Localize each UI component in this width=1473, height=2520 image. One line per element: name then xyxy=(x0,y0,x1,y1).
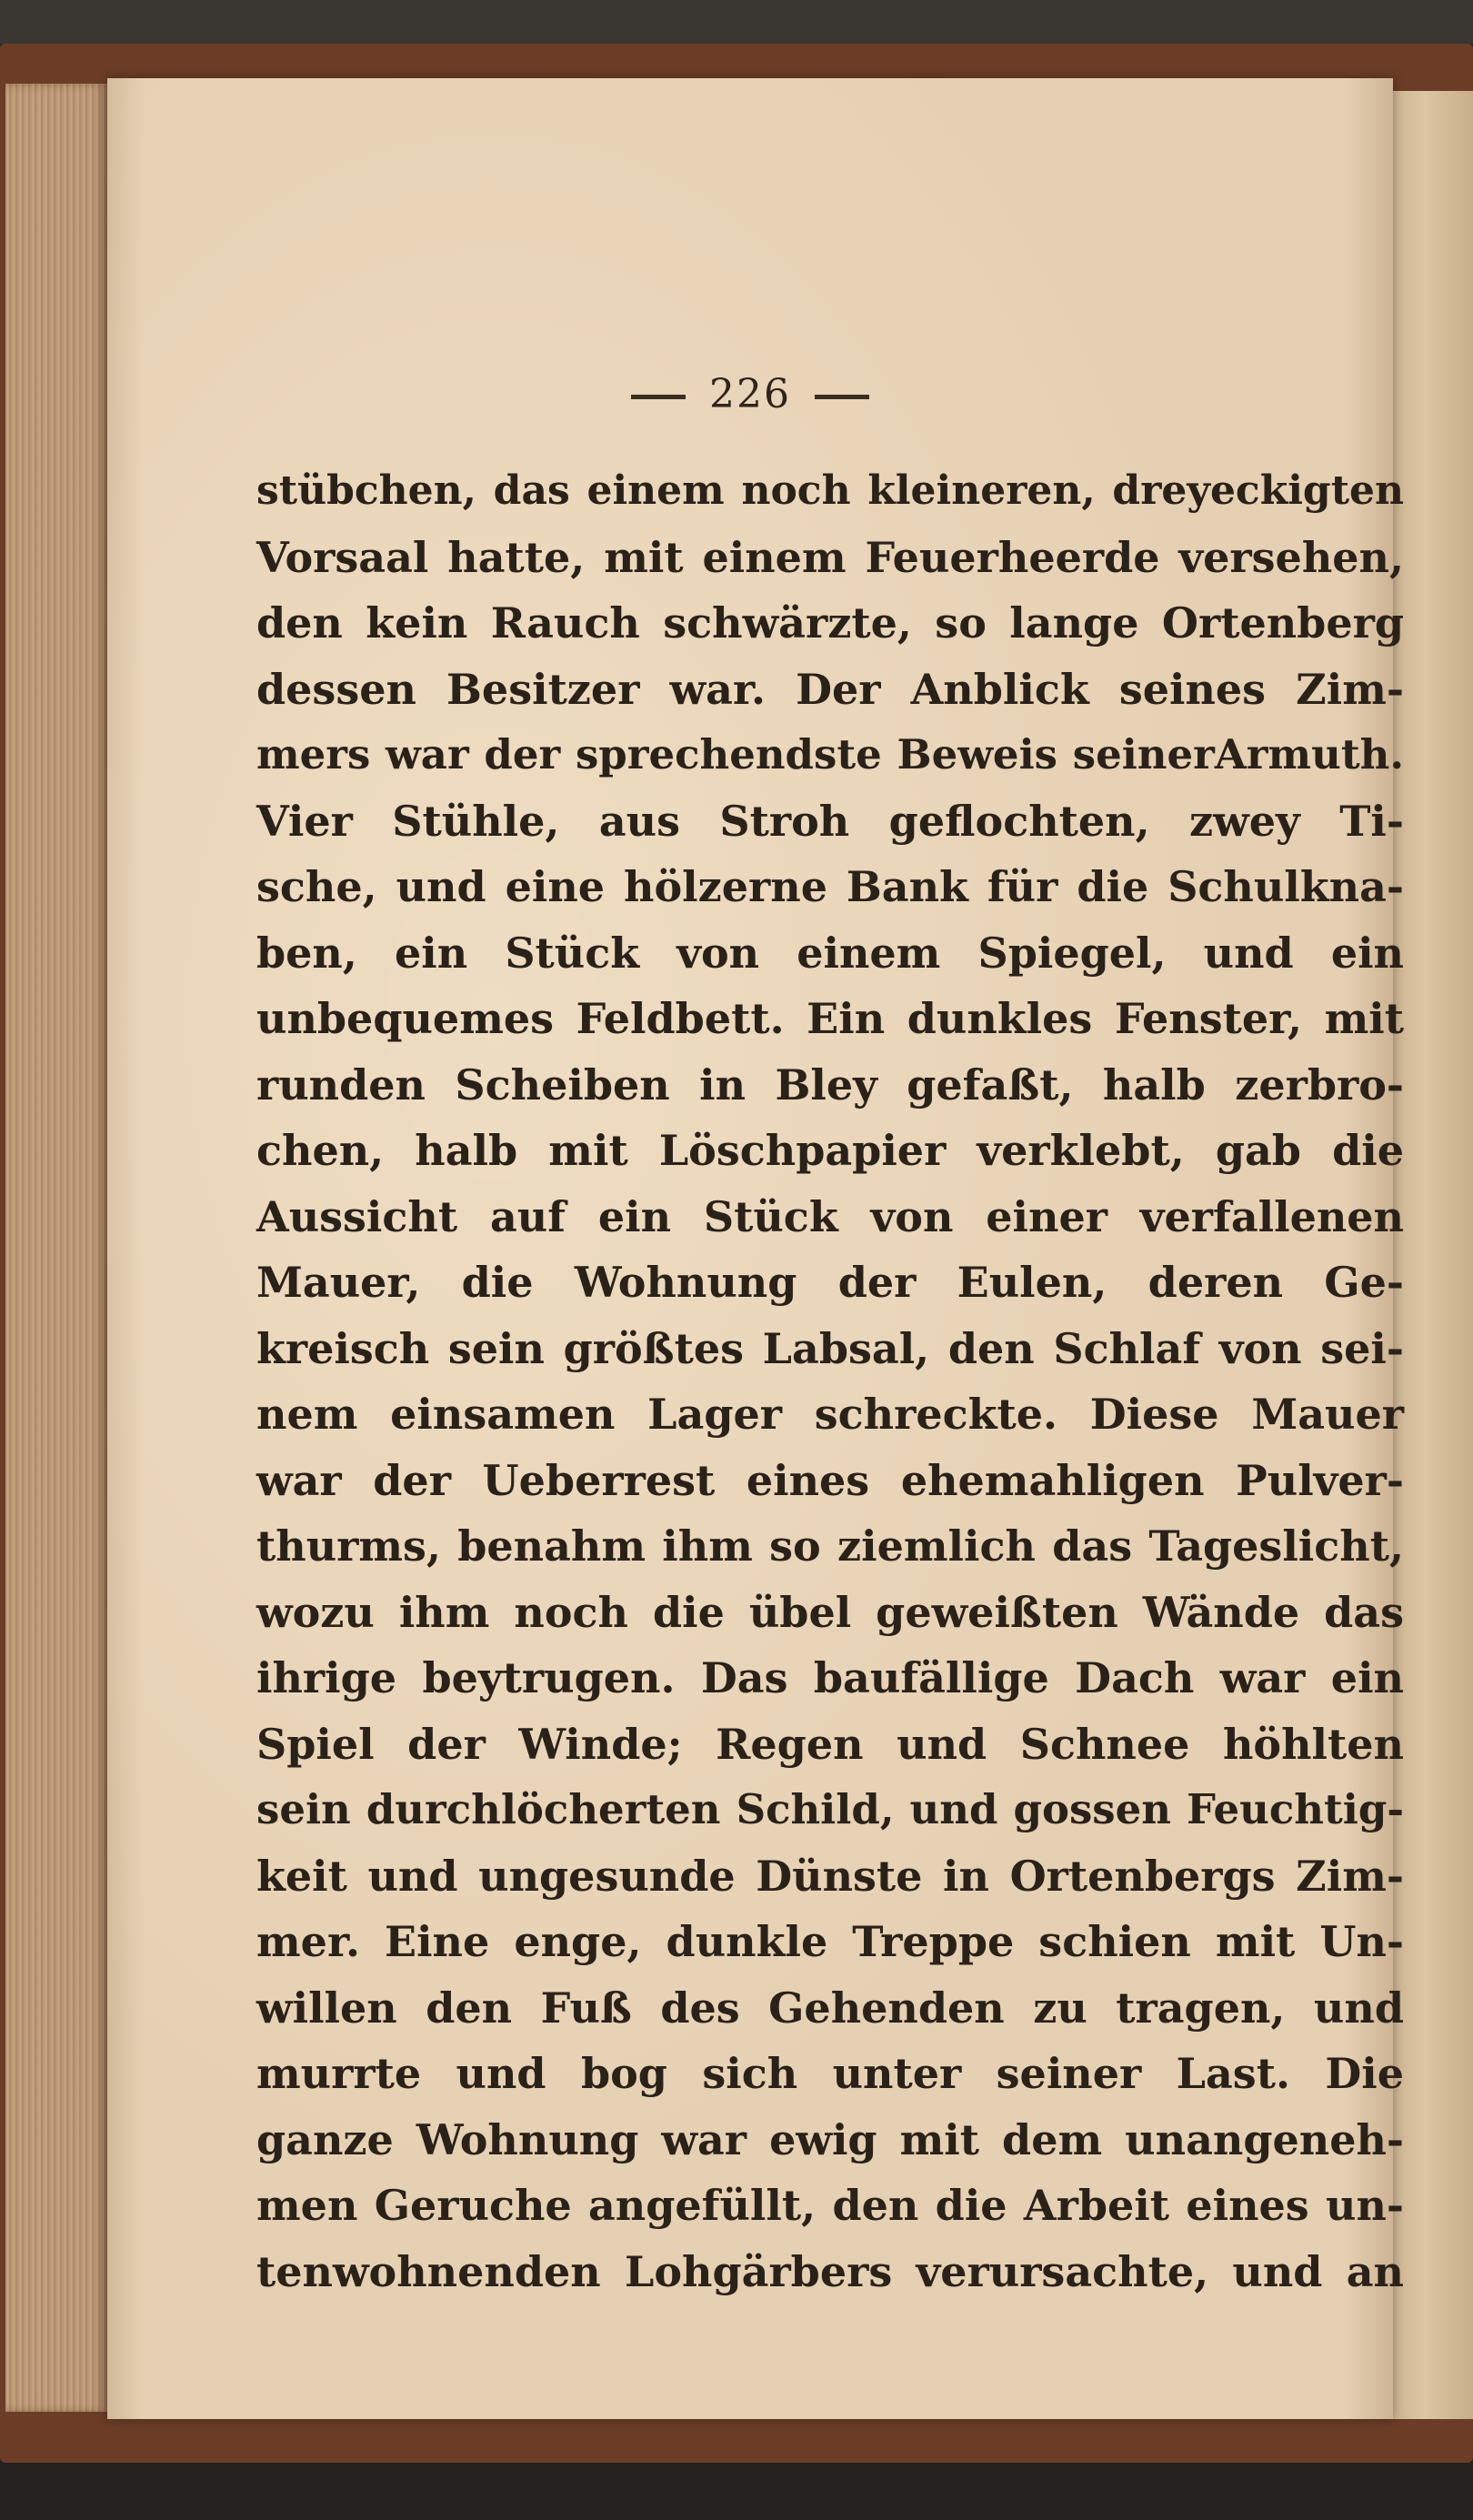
text-line: Spiel der Winde; Regen und Schnee höhlten xyxy=(256,1719,1404,1769)
text-line: war der Ueberrest eines ehemahligen Pulver- xyxy=(256,1455,1404,1505)
scanner-top-band xyxy=(0,0,1473,44)
text-line: den kein Rauch schwärzte, so lange Ortenberg xyxy=(256,598,1404,648)
text-line: mer. Eine enge, dunkle Treppe schien mit Un- xyxy=(256,1917,1404,1966)
text-line: chen, halb mit Löschpapier verklebt, gab die xyxy=(256,1126,1404,1175)
body-text xyxy=(256,458,1404,2304)
text-line: dessen Besitzer war. Der Anblick seines Zim- xyxy=(256,664,1404,714)
text-line: Vier Stühle, aus Stroh geflochten, zwey Ti- xyxy=(256,796,1404,846)
page-edge-right xyxy=(1393,91,1473,2419)
text-line: mers war der sprechendste Beweis seinerArmuth. xyxy=(256,730,1404,778)
text-line: Vorsaal hatte, mit einem Feuerheerde versehen, xyxy=(256,532,1404,582)
text-line: wozu ihm noch die übel geweißten Wände das xyxy=(256,1587,1404,1637)
text-line: nem einsamen Lager schreckte. Diese Mauer xyxy=(256,1390,1404,1439)
page-number: 226 xyxy=(709,371,791,417)
text-line: unbequemes Feldbett. Ein dunkles Fenster, mit xyxy=(256,994,1404,1043)
header-dash-right xyxy=(815,395,869,399)
page-header xyxy=(107,371,1393,417)
text-line: ihrige beytrugen. Das baufällige Dach war ein xyxy=(256,1653,1404,1702)
header-dash-left xyxy=(631,395,686,399)
page-edges-left xyxy=(5,84,107,2412)
text-line: stübchen, das einem noch kleineren, dreyeckigten xyxy=(256,467,1404,514)
text-line: Mauer, die Wohnung der Eulen, deren Ge- xyxy=(256,1258,1404,1307)
text-line: murrte und bog sich unter seiner Last. Die xyxy=(256,2049,1404,2098)
book-page xyxy=(107,78,1404,2419)
text-line: Aussicht auf ein Stück von einer verfallenen xyxy=(256,1191,1404,1241)
text-line: sche, und eine hölzerne Bank für die Schulkna- xyxy=(256,862,1404,911)
text-line: willen den Fuß des Gehenden zu tragen, und xyxy=(256,1983,1404,2033)
text-line: kreisch sein größtes Labsal, den Schlaf von sei- xyxy=(256,1323,1404,1373)
text-line: ben, ein Stück von einem Spiegel, und ein xyxy=(256,928,1404,978)
text-line: men Geruche angefüllt, den die Arbeit eines un- xyxy=(256,2181,1404,2230)
text-line: keit und ungesunde Dünste in Ortenbergs Zim- xyxy=(256,1851,1404,1901)
text-line: runden Scheiben in Bley gefaßt, halb zerbro- xyxy=(256,1059,1404,1109)
text-line: ganze Wohnung war ewig mit dem unangeneh- xyxy=(256,2114,1404,2164)
text-line: sein durchlöcherten Schild, und gossen Feuchtig- xyxy=(256,1785,1404,1833)
text-line: tenwohnenden Lohgärbers verursachte, und an xyxy=(256,2246,1404,2296)
text-line: thurms, benahm ihm so ziemlich das Tageslicht, xyxy=(256,1521,1404,1571)
